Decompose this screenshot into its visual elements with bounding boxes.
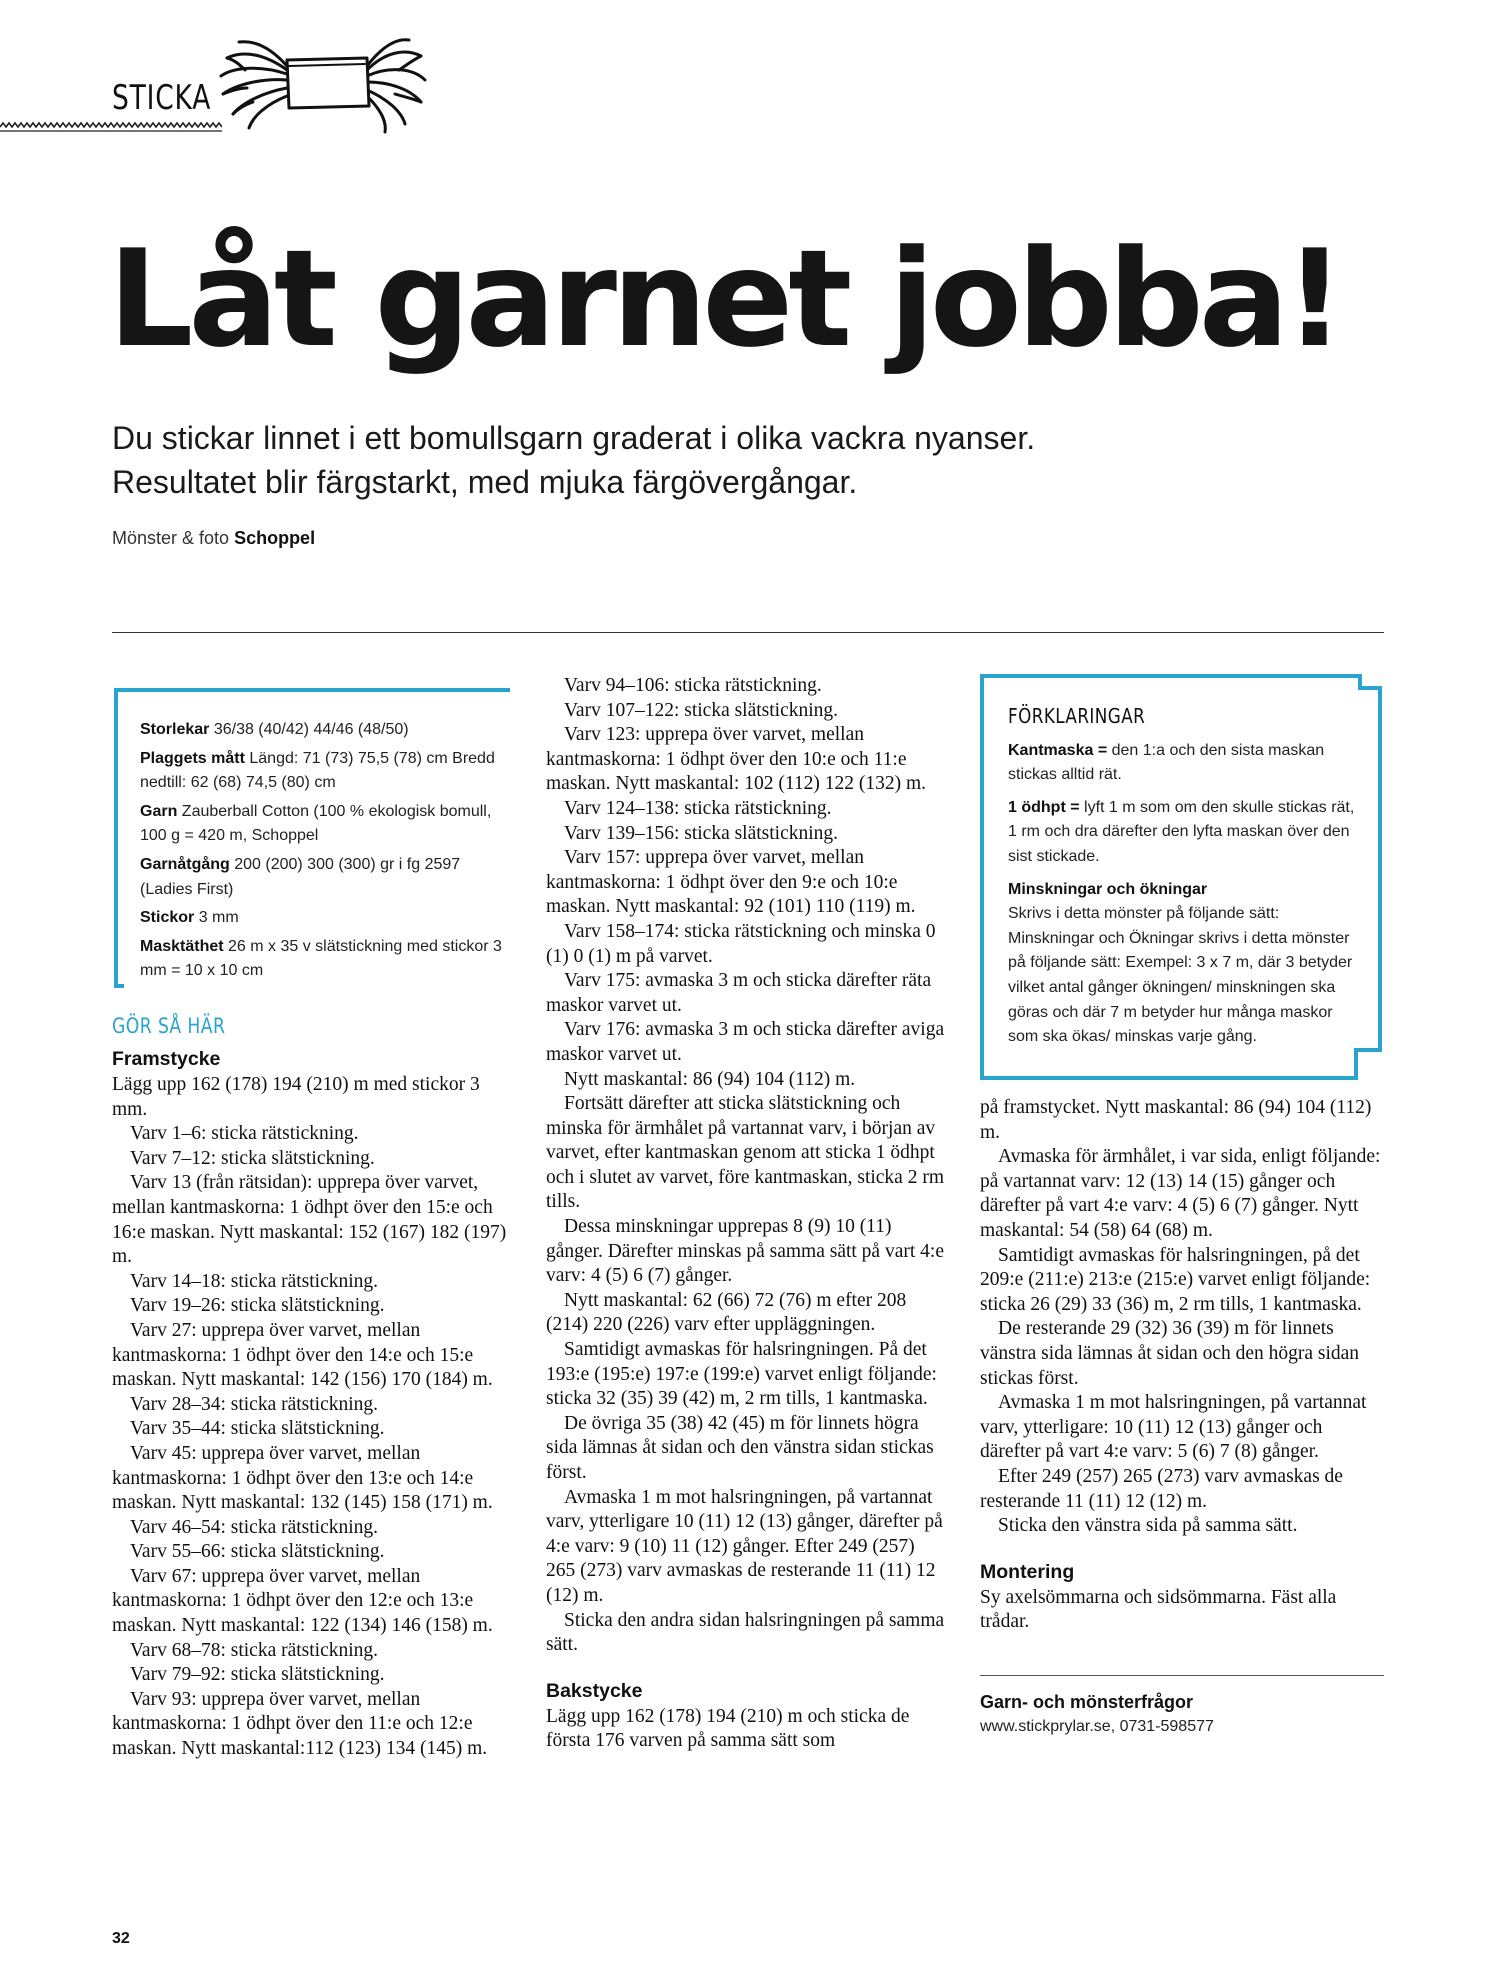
- front-instructions: [112, 1073, 512, 1762]
- instruction-paragraph: Varv 45: upprepa över varvet, mellan kantmaskorna: 1 ödhpt över den 13:e och 14:e maskan. Nytt maskantal: 132 (145) 158 (171) m.: [112, 1442, 493, 1514]
- instruction-paragraph: Nytt maskantal: 86 (94) 104 (112) m.: [564, 1068, 856, 1090]
- spec-value: 3 mm: [194, 909, 239, 927]
- instruction-paragraph: Lägg upp 162 (178) 194 (210) m och sticka de första 176 varven på samma sätt som: [546, 1705, 910, 1752]
- instruction-paragraph: Varv 35–44: sticka slätstickning.: [130, 1418, 385, 1440]
- explanations-box: [980, 674, 1384, 1082]
- back-intro: [546, 1705, 946, 1754]
- definition: den 1:a och den sista maskan stickas alltid rät.: [1008, 741, 1325, 784]
- definition: lyft 1 m som om den skulle stickas rät, 1 rm och dra därefter den lyfta maskan över den sist stickade.: [1008, 798, 1355, 865]
- instruction-paragraph: Varv 7–12: sticka slätstickning.: [130, 1147, 375, 1169]
- column-left: [112, 676, 512, 1762]
- instruction-paragraph: Varv 139–156: sticka slätstickning.: [564, 822, 839, 844]
- spec-item: [140, 800, 504, 849]
- credit-label: Mönster & foto: [112, 528, 235, 548]
- spec-value: 200 (200) 300 (300) gr i fg 2597 (Ladies First): [140, 855, 461, 898]
- column-right: [980, 674, 1384, 1736]
- instruction-paragraph: Varv 175: avmaska 3 m och sticka därefter räta maskor varvet ut.: [546, 970, 932, 1016]
- spec-label: Garnåtgång: [140, 855, 230, 873]
- spec-value: Zauberball Cotton (100 % ekologisk bomull, 100 g = 420 m, Schoppel: [140, 802, 492, 845]
- spec-item: [140, 935, 504, 984]
- instruction-paragraph: Dessa minskningar upprepas 8 (9) 10 (11) gånger. Därefter minskas på samma sätt på vart 4:e varv: 4 (5) 6 (7) gånger.: [546, 1216, 944, 1287]
- explanation-kantmaska: [1008, 739, 1364, 788]
- instruction-paragraph: Varv 158–174: sticka rätstickning och minska 0 (1) 0 (1) m på varvet.: [546, 920, 936, 967]
- faq-title: Garn- och mönsterfrågor: [980, 1691, 1194, 1712]
- footer-divider: [980, 1675, 1384, 1676]
- instruction-paragraph: Varv 27: upprepa över varvet, mellan kantmaskorna: 1 ödhpt över den 14:e och 15:e maskan. Nytt maskantal: 142 (156) 170 (184) m.: [112, 1319, 493, 1391]
- instruction-paragraph: Avmaska 1 m mot halsringningen, på vartannat varv, ytterligare: 10 (11) 12 (13) gånger och därefter på vart 4:e varv: 5 (6) 7 (8) gånger.: [980, 1392, 1367, 1463]
- instruction-paragraph: Varv 176: avmaska 3 m och sticka därefter aviga maskor varvet ut.: [546, 1019, 945, 1065]
- front-instructions-continued: [546, 674, 946, 1658]
- instruction-paragraph: Nytt maskantal: 62 (66) 72 (76) m efter 208 (214) 220 (226) varv efter uppläggningen.: [546, 1289, 907, 1336]
- spec-value: 26 m x 35 v slätstickning med stickor 3 mm = 10 x 10 cm: [140, 937, 502, 980]
- back-instructions: [980, 1096, 1384, 1539]
- column-middle: [546, 674, 946, 1754]
- instruction-paragraph: Efter 249 (257) 265 (273) varv avmaskas de resterande 11 (11) 12 (12) m.: [980, 1465, 1343, 1512]
- section-divider: [112, 632, 1384, 633]
- front-heading: Framstycke: [112, 1048, 221, 1070]
- explanation-changes: [1008, 878, 1364, 1050]
- spec-value: Längd: 71 (73) 75,5 (78) cm Bredd nedtill: 62 (68) 74,5 (80) cm: [140, 749, 495, 792]
- page-number: 32: [112, 1930, 130, 1947]
- faq-contact: www.stickprylar.se, 0731-598577: [980, 1717, 1214, 1735]
- credit-line: [112, 528, 315, 549]
- spec-item: [140, 853, 504, 902]
- explanations-title: FÖRKLARINGAR: [1008, 704, 1146, 728]
- credit-name: Schoppel: [234, 528, 316, 548]
- spec-label: Plaggets mått: [140, 749, 245, 767]
- instruction-paragraph: Varv 13 (från rätsidan): upprepa över varvet, mellan kantmaskorna: 1 ödhpt över den 15:e och 16:e maskan. Nytt maskantal: 152 (167) 182 (197) m.: [112, 1172, 507, 1268]
- instruction-paragraph: Avmaska 1 m mot halsringningen, på vartannat varv, ytterligare 10 (11) 12 (13) gånger, därefter på 4:e varv: 9 (10) 11 (12) gånger. Efter 249 (257) 265 (273) varv avmaskas de resterande 11 (11) 12 (12) m.: [546, 1486, 943, 1606]
- assembly-text: [980, 1586, 1384, 1635]
- instruction-paragraph: Sticka den andra sidan halsringningen på samma sätt.: [546, 1609, 945, 1656]
- term: Minskningar och ökningar: [1008, 880, 1208, 898]
- instruction-paragraph: på framstycket. Nytt maskantal: 86 (94) 104 (112) m.: [980, 1097, 1372, 1143]
- instruction-paragraph: Varv 28–34: sticka rätstickning.: [130, 1393, 379, 1415]
- instruction-paragraph: Varv 14–18: sticka rätstickning.: [130, 1270, 379, 1292]
- section-label: STICKA: [112, 78, 212, 118]
- spec-item: [140, 718, 504, 743]
- spec-item: [140, 747, 504, 796]
- instruction-paragraph: De resterande 29 (32) 36 (39) m för linnets vänstra sida lämnas åt sidan och den högra sidan stickas först.: [980, 1318, 1360, 1389]
- yarn-skein-icon: [215, 36, 430, 134]
- spec-label: Storlekar: [140, 721, 210, 738]
- instruction-paragraph: Varv 79–92: sticka slätstickning.: [130, 1664, 385, 1686]
- instruction-paragraph: Varv 68–78: sticka rätstickning.: [130, 1639, 379, 1661]
- instruction-paragraph: Varv 94–106: sticka rätstickning.: [564, 675, 822, 696]
- spec-list: [140, 718, 504, 988]
- instruction-paragraph: Samtidigt avmaskas för halsringningen, på det 209:e (211:e) 213:e (215:e) varvet enligt följande: sticka 26 (29) 33 (36) m, 2 rm tills, 1 kantmaska.: [980, 1244, 1371, 1315]
- instruction-paragraph: Varv 124–138: sticka rätstickning.: [564, 797, 832, 819]
- instruction-paragraph: Varv 157: upprepa över varvet, mellan kantmaskorna: 1 ödhpt över den 9:e och 10:e maskan. Nytt maskantal: 92 (101) 110 (119) m.: [546, 847, 916, 918]
- instruction-paragraph: Varv 55–66: sticka slätstickning.: [130, 1541, 385, 1563]
- spec-label: Garn: [140, 802, 178, 820]
- article-title: Låt garnet jobba!: [108, 221, 1341, 377]
- instructions-heading: GÖR SÅ HÄR: [112, 1014, 226, 1038]
- lead-line-2: Resultatet blir färgstarkt, med mjuka färgövergångar.: [112, 464, 858, 500]
- article-lead: [112, 416, 1212, 504]
- instruction-paragraph: Varv 107–122: sticka slätstickning.: [564, 699, 839, 721]
- instruction-paragraph: Varv 1–6: sticka rätstickning.: [130, 1123, 359, 1145]
- explanations-content: [1008, 704, 1364, 1058]
- instruction-paragraph: Lägg upp 162 (178) 194 (210) m med stickor 3 mm.: [112, 1074, 480, 1120]
- instruction-paragraph: Sticka den vänstra sida på samma sätt.: [998, 1515, 1298, 1537]
- instruction-paragraph: Varv 67: upprepa över varvet, mellan kantmaskorna: 1 ödhpt över den 12:e och 13:e maskan. Nytt maskantal: 122 (134) 146 (158) m.: [112, 1565, 493, 1637]
- instruction-paragraph: Fortsätt därefter att sticka slätstickning och minska för ärmhålet på vartannat varv, i början av varvet, efter kantmaskan genom att sticka 1 ödhpt och i slutet av varvet, före kantmaskan, sticka 2 rm tills.: [546, 1093, 944, 1213]
- definition: Skrivs i detta mönster på följande sätt: Minskningar och Ökningar skrivs i detta mönster på följande sätt: Exempel: 3 x 7 m, där 3 betyder vilket antal gånger ökningen/ minskningen ska göras och där 7 m betyder hur många maskor som ska ökas/ minskas varje gång.: [1008, 905, 1353, 1046]
- instruction-paragraph: Varv 19–26: sticka slätstickning.: [130, 1295, 385, 1317]
- lead-line-1: Du stickar linnet i ett bomullsgarn graderat i olika vackra nyanser.: [112, 420, 1036, 456]
- term: 1 ödhpt =: [1008, 798, 1080, 816]
- instruction-paragraph: Avmaska för ärmhålet, i var sida, enligt följande: på vartannat varv: 12 (13) 14 (15) gånger och därefter på vart 4:e varv: 4 (5) 6 (7) gånger. Nytt maskantal: 54 (58) 64 (68) m.: [980, 1146, 1381, 1241]
- instruction-paragraph: De övriga 35 (38) 42 (45) m för linnets högra sida lämnas åt sidan och den vänstra sidan stickas först.: [546, 1412, 934, 1483]
- instruction-paragraph: Varv 93: upprepa över varvet, mellan kantmaskorna: 1 ödhpt över den 11:e och 12:e maskan. Nytt maskantal:112 (123) 134 (145) m.: [112, 1688, 488, 1760]
- spec-label: Stickor: [140, 909, 195, 927]
- spec-value: 36/38 (40/42) 44/46 (48/50): [209, 721, 409, 738]
- spec-item: [140, 906, 504, 931]
- instruction-paragraph: Varv 46–54: sticka rätstickning.: [130, 1516, 379, 1538]
- term: Kantmaska =: [1008, 741, 1108, 759]
- instruction-paragraph: Samtidigt avmaskas för halsringningen. På det 193:e (195:e) 197:e (199:e) varvet enligt följande: sticka 32 (35) 39 (42) m, 2 rm tills, 1 kantmaska.: [546, 1339, 937, 1410]
- back-heading: Bakstycke: [546, 1679, 643, 1702]
- assembly-heading: Montering: [980, 1560, 1075, 1583]
- spec-label: Masktäthet: [140, 937, 224, 955]
- explanation-odhpt: [1008, 796, 1364, 870]
- zigzag-rule: [0, 120, 222, 134]
- spec-box: [112, 686, 512, 996]
- instruction-paragraph: Varv 123: upprepa över varvet, mellan kantmaskorna: 1 ödhpt över den 10:e och 11:e maskan. Nytt maskantal: 102 (112) 122 (132) m.: [546, 724, 927, 795]
- instruction-paragraph: Sy axelsömmarna och sidsömmarna. Fäst alla trådar.: [980, 1586, 1337, 1633]
